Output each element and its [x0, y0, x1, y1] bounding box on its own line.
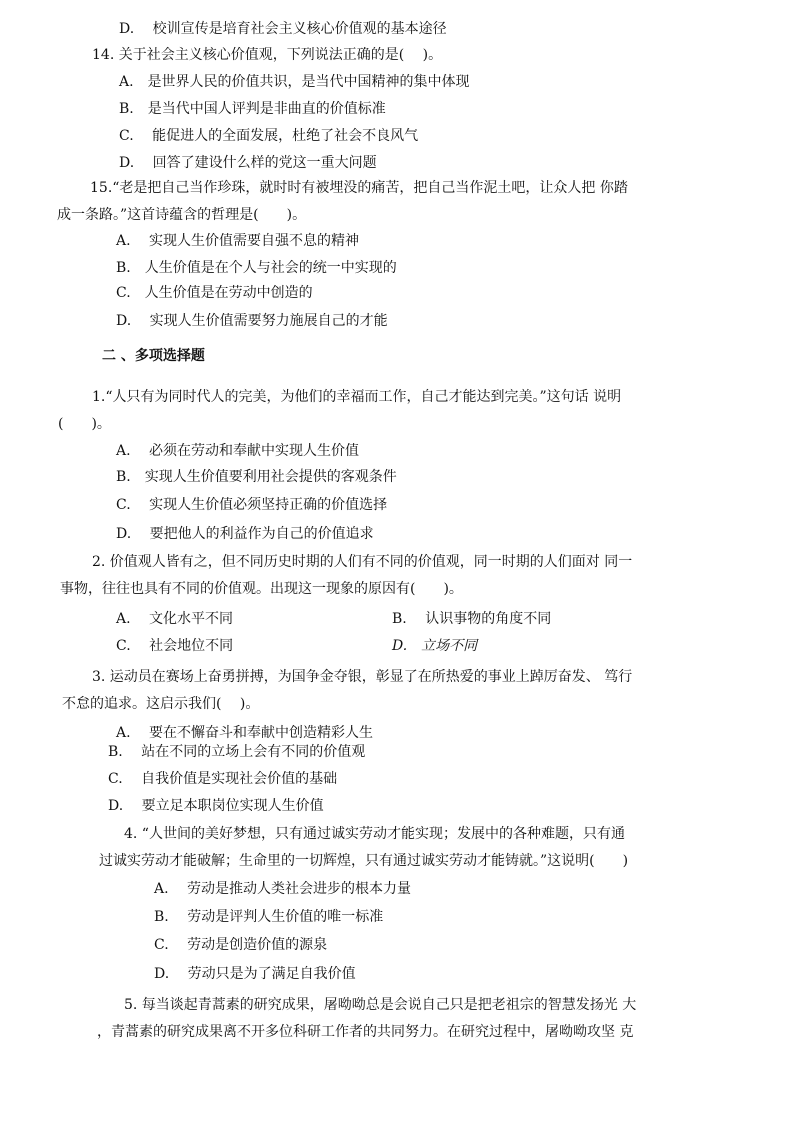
mq5-stem-line1: 5. 每当谈起青蒿素的研究成果，屠呦呦总是会说自己只是把老祖宗的智慧发扬光 大 [124, 997, 637, 1013]
q14-option-d: D. 回答了建设什么样的党这一重大问题 [119, 155, 377, 171]
mq2-stem-line2: 事物，往往也具有不同的价值观。出现这一现象的原因有( )。 [60, 581, 463, 597]
q14-option-a: A. 是世界人民的价值共识，是当代中国精神的集中体现 [119, 74, 470, 90]
mq2-option-c: C. 社会地位不同 [116, 638, 234, 654]
q15-option-c: C. 人生价值是在劳动中创造的 [116, 285, 313, 301]
mq4-stem-line2: 过诚实劳动才能破解；生命里的一切辉煌，只有通过诚实劳动才能铸就。”这说明( ) [99, 853, 629, 869]
mq4-stem-line1: 4. “人世间的美好梦想，只有通过诚实劳动才能实现；发展中的各种难题，只有通 [124, 826, 625, 842]
mq4-option-a: A. 劳动是推动人类社会进步的根本力量 [154, 881, 412, 897]
q15-option-a: A. 实现人生价值需要自强不息的精神 [116, 233, 360, 249]
q15-option-d: D. 实现人生价值需要努力施展自己的才能 [116, 313, 388, 329]
mq3-option-a: A. 要在不懈奋斗和奉献中创造精彩人生 [116, 725, 374, 741]
mq5-stem-line2: ，青蒿素的研究成果离不开多位科研工作者的共同努力。在研究过程中，屠呦呦攻坚 克 [97, 1024, 634, 1040]
mq4-option-d: D. 劳动只是为了满足自我价值 [154, 966, 356, 982]
q13-option-d: D. 校训宣传是培育社会主义核心价值观的基本途径 [119, 21, 447, 37]
mq1-stem-line1: 1.“人只有为同时代人的完美，为他们的幸福而工作，自己才能达到完美。”这句话 说明 [92, 389, 622, 405]
mq2-option-a: A. 文化水平不同 [116, 611, 234, 627]
mq4-option-c: C. 劳动是创造价值的源泉 [154, 937, 328, 953]
q14-option-b: B. 是当代中国人评判是非曲直的价值标准 [119, 101, 386, 117]
mq2-stem-line1: 2. 价值观人皆有之，但不同历史时期的人们有不同的价值观，同一时期的人们面对 同一 [92, 554, 633, 570]
mq4-option-b: B. 劳动是评判人生价值的唯一标准 [154, 909, 384, 925]
q14-stem: 14. 关于社会主义核心价值观，下列说法正确的是( )。 [92, 47, 443, 63]
mq1-option-d: D. 要把他人的利益作为自己的价值追求 [116, 526, 374, 542]
mq2-option-b: B. 认识事物的角度不同 [392, 611, 552, 627]
mq3-stem-line1: 3. 运动员在赛场上奋勇拼搏，为国争金夺银，彰显了在所热爱的事业上踔厉奋发、 笃行 [92, 669, 633, 685]
mq3-option-b: B. 站在不同的立场上会有不同的价值观 [108, 744, 366, 760]
q14-option-c: C. 能促进人的全面发展，杜绝了社会不良风气 [119, 128, 419, 144]
mq1-option-b: B. 实现人生价值要利用社会提供的客观条件 [116, 469, 397, 485]
q15-option-b: B. 人生价值是在个人与社会的统一中实现的 [116, 260, 397, 276]
mq1-stem-line2: ( )。 [58, 416, 111, 432]
mq3-stem-line2: 不怠的追求。这启示我们( )。 [62, 696, 260, 712]
section-heading-multiple-choice: 二 、多项选择题 [102, 348, 205, 364]
q15-stem-line1: 15.“老是把自己当作珍珠，就时时有被埋没的痛苦，把自己当作泥土吧，让众人把 你踏 [90, 180, 628, 196]
mq3-option-d: D. 要立足本职岗位实现人生价值 [108, 798, 324, 814]
mq1-option-c: C. 实现人生价值必须坚持正确的价值选择 [116, 497, 388, 513]
q15-stem-line2: 成一条路。”这首诗蕴含的哲理是( )。 [57, 207, 307, 223]
mq3-option-c: C. 自我价值是实现社会价值的基础 [108, 771, 338, 787]
mq1-option-a: A. 必须在劳动和奉献中实现人生价值 [116, 443, 360, 459]
mq2-option-d: D. 立场不同 [392, 638, 478, 654]
